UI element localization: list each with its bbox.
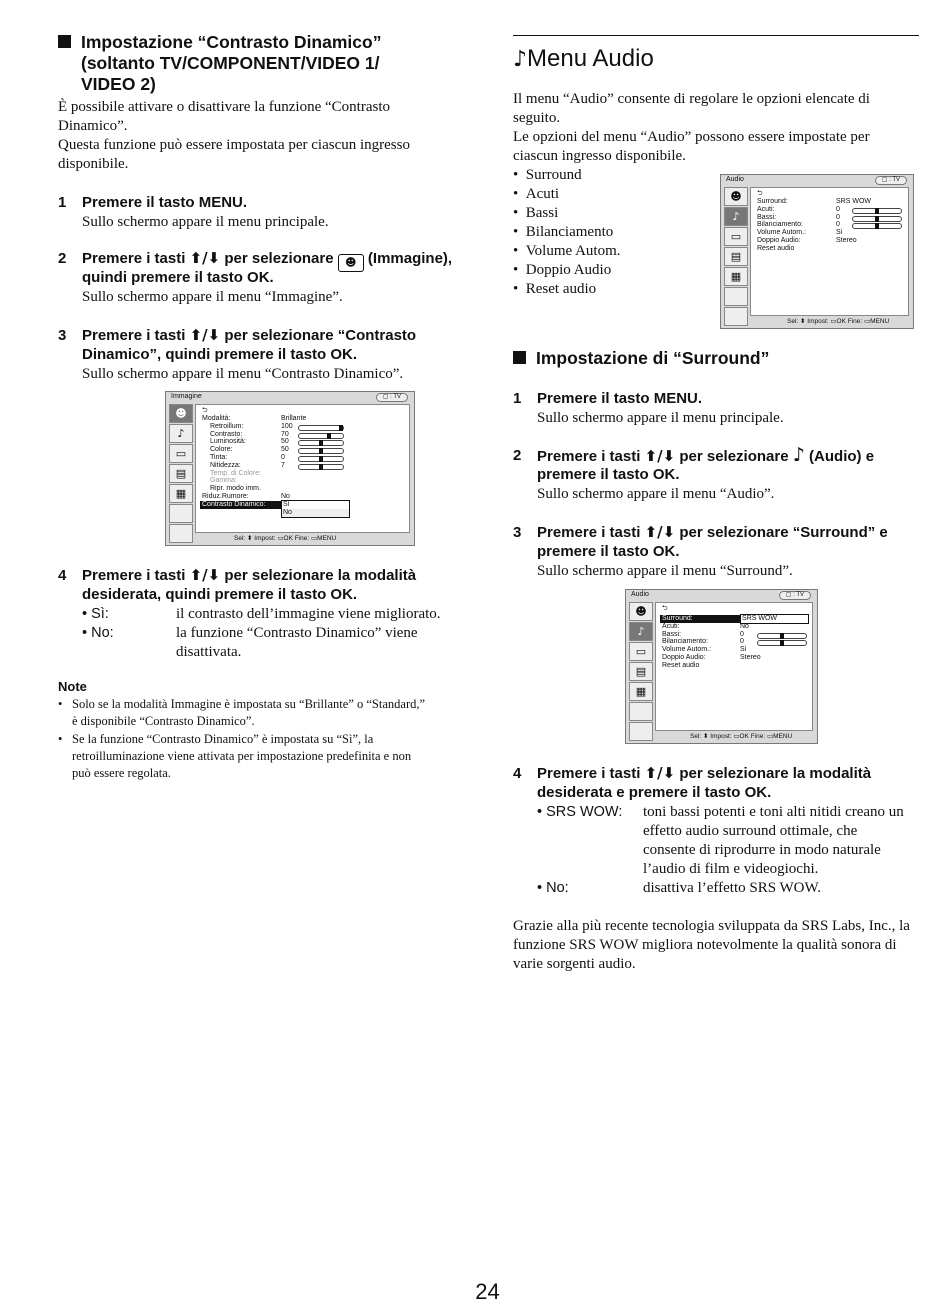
options-icon: ▦ [169, 484, 193, 503]
up-down-arrows-icon: ⬆/⬇ [189, 566, 221, 584]
menu-row-label: Colore: [210, 446, 233, 454]
list-item: • Reset audio [513, 281, 597, 297]
slider-thumb [875, 223, 879, 229]
menu-row-value: 70 [281, 430, 289, 438]
slider-bar [298, 440, 344, 446]
menu-row-value: SRS WOW [740, 614, 809, 624]
setup-icon: ▤ [724, 247, 748, 266]
slider-bar [298, 456, 344, 462]
menu-sidebar [724, 187, 746, 327]
screen-icon: ▭ [169, 444, 193, 463]
menu-row-label: Luminosità: [210, 438, 246, 446]
menu-row-value: No [740, 622, 749, 630]
slider-bar [852, 223, 902, 229]
up-down-arrows-icon: ⬆/⬇ [189, 326, 221, 344]
note-item: • Se la funzione “Contrasto Dinamico” è impostata su “Sì”, la retroilluminazione viene attivata per impostazione predefinita e non può essere regolata. [58, 732, 412, 780]
menu-row-label: Bassi: [662, 630, 682, 638]
up-down-arrows-icon: ⬆/⬇ [644, 764, 676, 782]
list-item: • Doppio Audio [513, 262, 612, 278]
page-number: 24 [475, 1279, 500, 1304]
step-3: 3 Premere i tasti ⬆/⬇ per selezionare “Surround” e premere il tasto OK. Sullo schermo appare il menu “Surround”. [513, 523, 888, 579]
screen-icon: ▭ [724, 227, 748, 246]
menu-row-value: 100 [281, 422, 293, 430]
step-4: 4 Premere i tasti ⬆/⬇ per selezionare la modalità desiderata, quindi premere il tasto OK. • Sì: il contrasto dell’immagine viene migliorato. • No: la funzione “Contrasto Dinamico” viene disattivata. [58, 566, 441, 660]
slider-bar [298, 433, 344, 439]
picture-menu-icon: ☻ [338, 254, 364, 272]
slider-thumb [319, 440, 323, 446]
slider-thumb [327, 433, 331, 439]
section-title-contrasto: Impostazione “Contrasto Dinamico” (soltanto TV/COMPONENT/VIDEO 1/ VIDEO 2) [58, 32, 478, 95]
slider-thumb [339, 425, 343, 431]
list-item: • Volume Autom. [513, 243, 621, 259]
setup-icon: ▤ [629, 662, 653, 681]
menu-row-value: Brillante [281, 415, 307, 422]
menu-row-label: Acuti: [662, 622, 680, 630]
options-icon: ▦ [629, 682, 653, 701]
step-1: 1 Premere il tasto MENU. Sullo schermo appare il menu principale. [513, 390, 784, 426]
slider-bar [298, 448, 344, 454]
menu-row-value: Sì [740, 646, 747, 654]
divider [513, 35, 919, 36]
menu-row-label: Temp. di Colore: [210, 469, 261, 477]
menu-row-label: Contrasto Dinamico: [200, 501, 281, 509]
step-4: 4 Premere i tasti ⬆/⬇ per selezionare la modalità desiderata e premere il tasto OK. • SRS WOW: toni bassi potenti e toni alti nitidi creano un effetto audio surround ottimale, che consente di riprodurre in modo naturale l’audio di film e videogiochi. • No: disattiva l’effetto SRS WOW. [513, 764, 904, 896]
audio-icon: ♪ [629, 622, 653, 641]
menu-row-label: Surround: [660, 615, 740, 623]
audio-options-list [513, 166, 713, 299]
slider-thumb [780, 640, 784, 646]
note-title: Note [58, 679, 87, 694]
up-down-arrows-icon: ⬆/⬇ [644, 523, 676, 541]
menu-row-value: Sì [836, 229, 843, 237]
menu-row-label: Doppio Audio: [662, 654, 706, 661]
picture-icon: ☻ [724, 187, 748, 206]
slider-thumb [875, 208, 879, 214]
menu-row-value: 7 [281, 461, 285, 469]
menu-row-label: Bassi: [757, 213, 777, 221]
audio-menu-screenshot: Audio ▢ : TV ☻ ♪ ▭ ▤ ▦ ⮌ Surround: SRS WOW Acuti: 0 Bassi: 0 Bilanciamento: 0 Volume Autom.: Sì Doppio Audio: Stereo Reset audio Sel: ⬍ Impost: ▭OK Fine: ▭MENU [720, 174, 914, 329]
menu-row-value: 50 [281, 446, 289, 454]
screen-icon: ▭ [629, 642, 653, 661]
list-item: • Acuti [513, 186, 560, 202]
menu-row-label: Doppio Audio: [757, 237, 801, 244]
menu-row-value: No [281, 493, 290, 500]
menu-row-label: Bilanciamento: [662, 638, 708, 646]
picture-menu-panel: ⮌ Modalità: Brillante Retroillum: 100 Contrasto: 70 Luminosità: 50 Colore: 50 Tinta: 0 Nitidezza: 7 Temp. di Colore: Gamma: Ripr. modo imm. Riduz.Rumore: No Contrasto Dinamico: Sì No [195, 404, 410, 533]
slider-bar [852, 208, 902, 214]
step-2: 2 Premere i tasti ⬆/⬇ per selezionare ♪ (Audio) e premere il tasto OK. Sullo schermo appare il menu “Audio”. [513, 444, 875, 502]
menu-row-label: Modalità: [202, 415, 231, 422]
step-1: 1 Premere il tasto MENU. Sullo schermo appare il menu principale. [58, 194, 329, 230]
menu-row-label: Retroillum: [210, 422, 244, 430]
step-2: 2 Premere i tasti ⬆/⬇ per selezionare ☻ (Immagine), quindi premere il tasto OK. Sullo schermo appare il menu “Immagine”. [58, 249, 453, 305]
slider-thumb [319, 448, 323, 454]
slider-thumb [319, 464, 323, 470]
menu-row-label: Ripr. modo imm. [210, 485, 261, 493]
menu-row-label: Tinta: [210, 454, 228, 461]
slider-thumb [780, 633, 784, 639]
surround-menu-panel: ⮌ Surround: SRS WOW Acuti: No Bassi: 0 Bilanciamento: 0 Volume Autom.: Sì Doppio Audio: Stereo Reset audio [655, 602, 813, 731]
section-square-icon [513, 351, 526, 364]
audio-note-icon: ♪ [513, 47, 528, 72]
picture-icon: ☻ [169, 404, 193, 423]
menu-row-label: Nitidezza: [210, 461, 241, 469]
menu-row-value: Stereo [836, 237, 857, 244]
up-down-arrows-icon: ⬆/⬇ [189, 249, 221, 267]
list-item: • Bilanciamento [513, 224, 614, 240]
audio-menu-panel: ⮌ Surround: SRS WOW Acuti: 0 Bassi: 0 Bilanciamento: 0 Volume Autom.: Sì Doppio Audio: Stereo Reset audio [750, 187, 909, 316]
menu-row-value: 0 [836, 205, 840, 213]
section-title-surround: Impostazione di “Surround” [513, 348, 769, 369]
menu-row-label: Riduz.Rumore: [202, 493, 249, 500]
audio-icon: ♪ [724, 207, 748, 226]
menu-row-value: 0 [836, 213, 840, 221]
menu-row-value: 0 [740, 638, 744, 646]
slider-bar [757, 640, 807, 646]
audio-menu-icon: ♪ [792, 444, 805, 466]
menu-row-label: Bilanciamento: [757, 221, 803, 229]
audio-intro: Il menu “Audio” consente di regolare le opzioni elencate di seguito. Le opzioni del menu “Audio” possono essere impostate per ciascun ingresso disponibile. [513, 91, 870, 164]
menu-row-label: Reset audio [662, 661, 700, 669]
menu-row-value: 0 [740, 630, 744, 638]
slider-bar [298, 425, 344, 431]
menu-row-label: Contrasto: [210, 430, 243, 438]
menu-row-label: Volume Autom.: [662, 646, 712, 654]
menu-row-label: Reset audio [757, 244, 795, 252]
step-3: 3 Premere i tasti ⬆/⬇ per selezionare “Contrasto Dinamico”, quindi premere il tasto OK. Sullo schermo appare il menu “Contrasto Dinamico”. [58, 326, 417, 382]
slider-thumb [875, 216, 879, 222]
surround-menu-screenshot: Audio ▢ : TV ☻ ♪ ▭ ▤ ▦ ⮌ Surround: SRS WOW Acuti: No Bassi: 0 Bilanciamento: 0 Volume Autom.: Sì Doppio Audio: Stereo Reset audio Sel: ⬍ Impost: ▭OK Fine: ▭MENU [625, 589, 818, 744]
intro-paragraph: È possibile attivare o disattivare la funzione “Contrasto Dinamico”. Questa funzione può essere impostata per ciascun ingresso disponibile. [58, 99, 410, 172]
menu-sidebar [629, 602, 651, 742]
menu-sidebar [169, 404, 191, 544]
menu-row-label: Volume Autom.: [757, 229, 807, 237]
slider-bar [852, 216, 902, 222]
menu-row-label: Surround: [757, 198, 788, 205]
menu-row-value: Sì [281, 500, 350, 510]
options-icon: ▦ [724, 267, 748, 286]
dropdown-option: No [281, 509, 350, 518]
picture-menu-screenshot: Immagine ▢ : TV ☻ ♪ ▭ ▤ ▦ ⮌ Modalità: Brillante Retroillum: 100 Contrasto: 70 Luminosità: 50 Colore: 50 Tinta: 0 Nitidezza: 7 Temp. di Colore: Gamma: Ripr. modo imm. Riduz.Rumore: No Contrasto Dinamico: Sì No Sel: ⬍ Impost: ▭OK Fine: ▭MENU [165, 391, 415, 546]
slider-bar [298, 464, 344, 470]
menu-row-value: 50 [281, 438, 289, 446]
section-square-icon [58, 35, 71, 48]
srs-closing-paragraph: Grazie alla più recente tecnologia sviluppata da SRS Labs, Inc., la funzione SRS WOW migliora notevolmente la qualità sonora di varie sorgenti audio. [513, 918, 910, 972]
menu-row-value: 0 [281, 454, 285, 461]
list-item: • Bassi [513, 205, 559, 221]
picture-icon: ☻ [629, 602, 653, 621]
menu-row-label: Gamma: [210, 477, 237, 485]
slider-bar [757, 633, 807, 639]
menu-row-value: 0 [836, 221, 840, 229]
menu-row-value: SRS WOW [836, 198, 871, 205]
menu-audio-title: ♪Menu Audio [513, 45, 654, 72]
setup-icon: ▤ [169, 464, 193, 483]
audio-icon: ♪ [169, 424, 193, 443]
slider-thumb [319, 456, 323, 462]
menu-row-value: Stereo [740, 654, 761, 661]
up-down-arrows-icon: ⬆/⬇ [644, 447, 676, 465]
note-item: • Solo se la modalità Immagine è impostata su “Brillante” o “Standard,” è disponibile “Contrasto Dinamico”. [58, 697, 426, 728]
list-item: • Surround [513, 167, 582, 183]
menu-row-label: Acuti: [757, 205, 775, 213]
